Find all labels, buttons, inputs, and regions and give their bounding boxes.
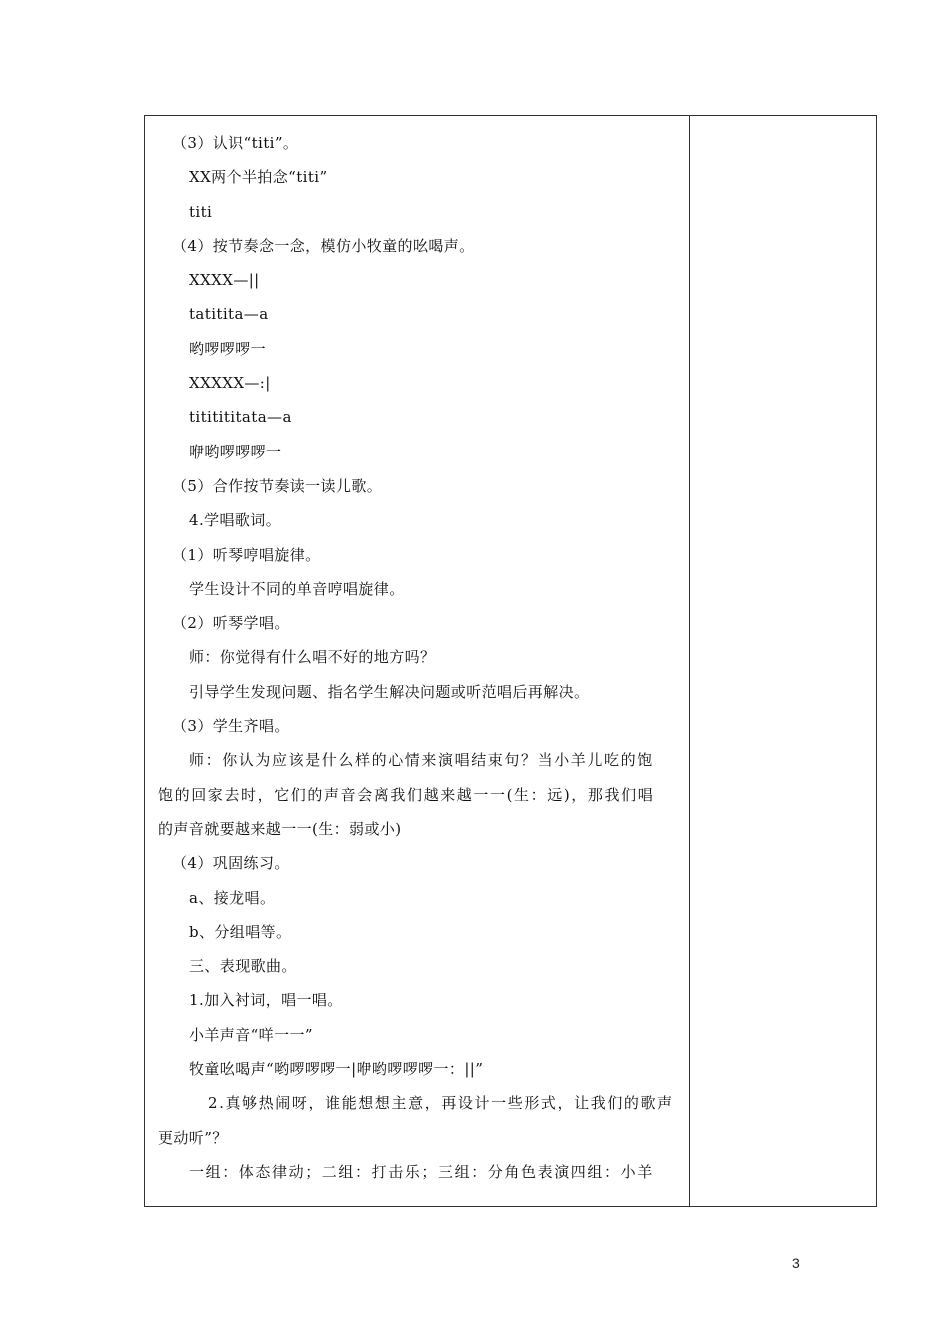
text-line: b、分组唱等。 xyxy=(189,922,292,941)
text-line: 师：你认为应该是什么样的心情来演唱结束句？当小羊儿吃的饱 xyxy=(189,751,654,770)
text-line: 三、表现歌曲。 xyxy=(189,957,297,976)
text-line: 学生设计不同的单音哼唱旋律。 xyxy=(189,579,405,598)
text-line: 哟啰啰啰一 xyxy=(189,339,267,358)
text-line: 1.加入衬词，唱一唱。 xyxy=(189,991,343,1010)
text-line: （3）学生齐唱。 xyxy=(172,717,290,736)
lesson-table xyxy=(144,115,877,1207)
text-line: （4）按节奏念一念，模仿小牧童的吆喝声。 xyxy=(172,236,475,255)
text-line: 更动听”？ xyxy=(158,1128,228,1147)
text-line: 饱的回家去时，它们的声音会离我们越来越一一(生：远)，那我们唱 xyxy=(158,785,655,804)
text-line: a、接龙唱。 xyxy=(189,888,276,907)
text-line: 的声音就要越来越一一(生：弱或小) xyxy=(158,819,402,838)
text-line: （2）听琴学唱。 xyxy=(172,614,290,633)
text-line: （1）听琴哼唱旋律。 xyxy=(172,545,321,564)
text-line: （3）认识“titi”。 xyxy=(172,134,299,152)
text-line: 牧童吆喝声“哟啰啰啰一|咿哟啰啰啰一：||” xyxy=(189,1060,484,1079)
text-line: titi xyxy=(189,202,213,221)
text-line: 咿哟啰啰啰一 xyxy=(189,442,282,461)
text-line: XXXX—|| xyxy=(189,271,260,290)
text-line: XXXXX—:| xyxy=(189,374,271,393)
lesson-content-cell xyxy=(158,126,686,1189)
text-line: 一组：体态律动；二组：打击乐；三组：分角色表演四组：小羊 xyxy=(189,1162,654,1181)
text-line: 小羊声音“咩一一” xyxy=(189,1025,313,1044)
text-line: 师：你觉得有什么唱不好的地方吗？ xyxy=(189,648,436,667)
notes-cell xyxy=(690,116,876,1206)
text-line: XX两个半拍念“titi” xyxy=(189,168,328,187)
text-line: （5）合作按节奏读一读儿歌。 xyxy=(172,476,383,495)
page-number: 3 xyxy=(792,1255,800,1271)
text-line: 4.学唱歌词。 xyxy=(189,511,282,530)
text-line: tatitita—a xyxy=(189,305,269,324)
text-line: 引导学生发现问题、指名学生解决问题或听范唱后再解决。 xyxy=(189,682,590,701)
text-line: 2.真够热闹呀，谁能想想主意，再设计一些形式，让我们的歌声 xyxy=(208,1094,674,1113)
text-line: tititititata—a xyxy=(189,408,292,427)
text-line: （4）巩固练习。 xyxy=(172,854,290,873)
